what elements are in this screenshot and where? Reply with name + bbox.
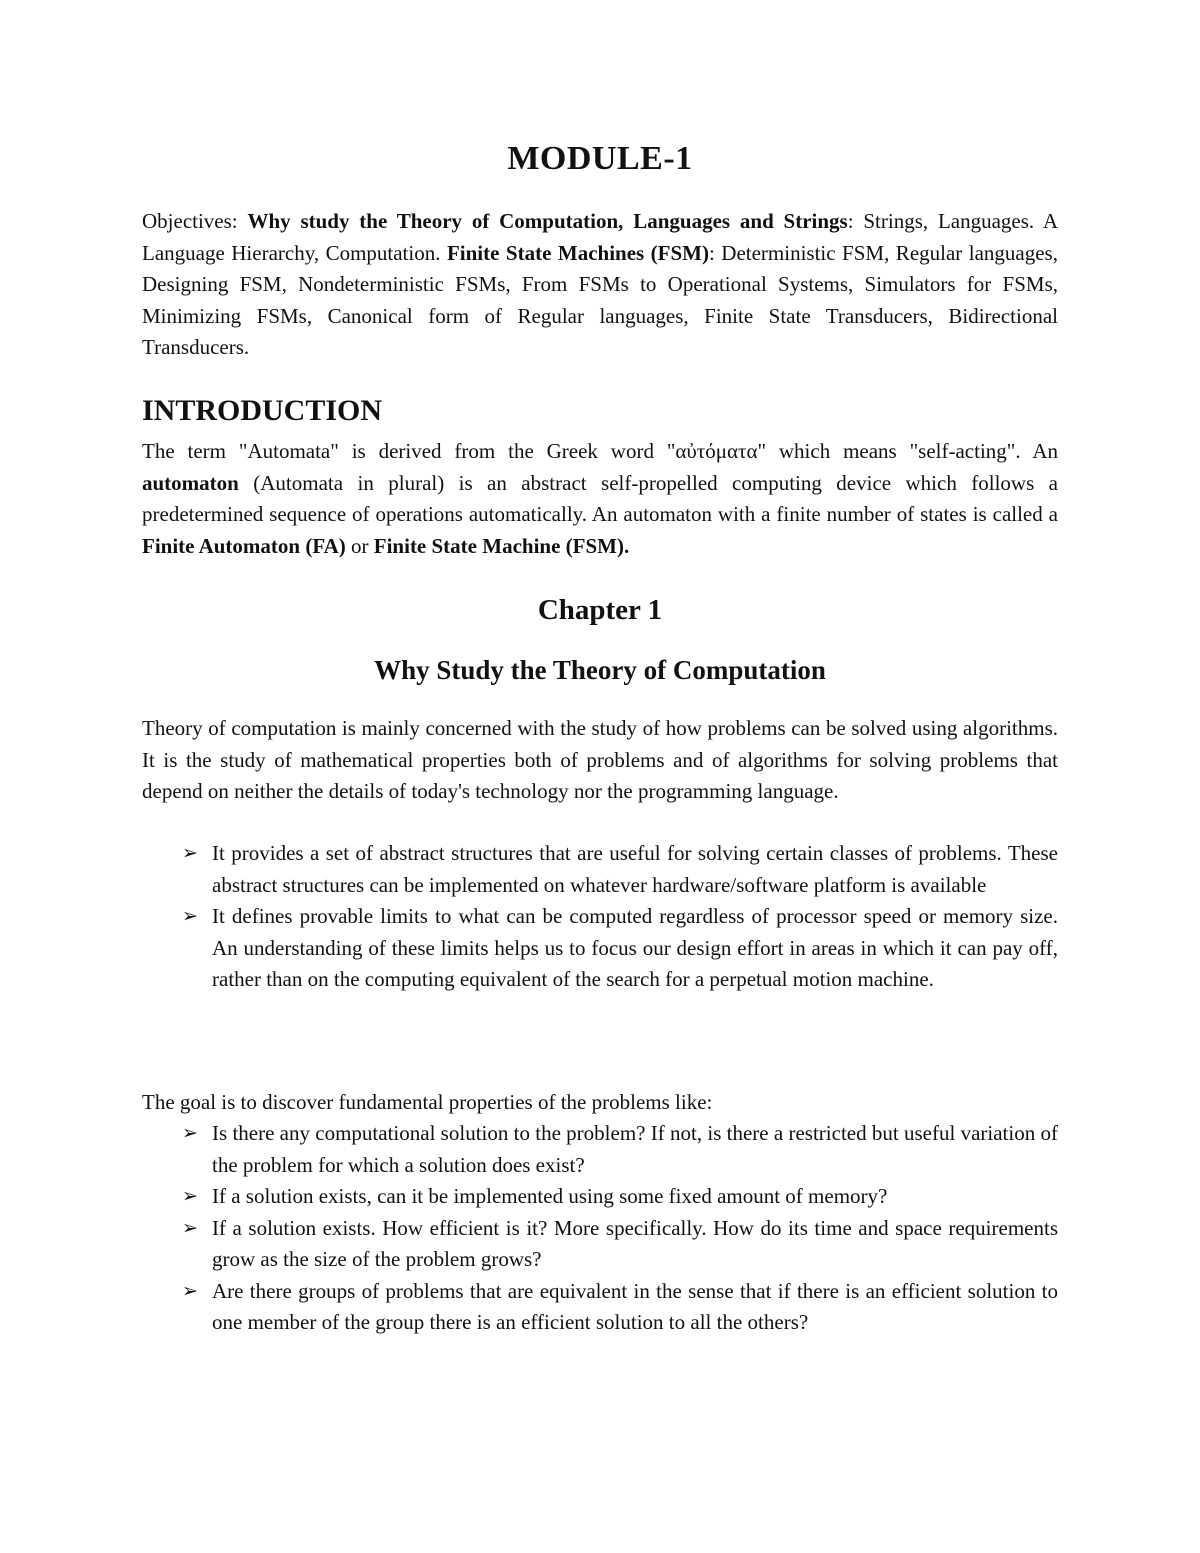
objectives-paragraph: [142, 206, 1058, 364]
intro-fa-term: Finite Automaton (FA): [142, 533, 346, 558]
arrowhead-bullet-icon: ➢: [182, 1216, 198, 1239]
list-item: [142, 1213, 1058, 1276]
arrowhead-bullet-icon: ➢: [182, 905, 198, 927]
list-item-text: Is there any computational solution to the problem? If not, is there a restricted but useful variation of the problem for which a solution does exist?: [212, 1121, 1058, 1177]
intro-fsm-term: Finite State Machine (FSM).: [373, 533, 630, 558]
list-item: [142, 1181, 1058, 1213]
bullet-list-benefits: [142, 838, 1058, 996]
arrowhead-bullet-icon: ➢: [182, 1185, 198, 1207]
list-item-text: If a solution exists, can it be implemented using some fixed amount of memory?: [212, 1184, 888, 1208]
intro-automaton-term: automaton: [142, 470, 239, 495]
module-title: MODULE-1: [507, 140, 693, 177]
intro-text-1: The term "Automata" is derived from the Greek word "αὐτόματα" which means "self-acting". An: [142, 439, 1058, 463]
introduction-paragraph: [142, 436, 1058, 562]
objectives-label: Objectives:: [142, 209, 248, 233]
list-item: [142, 901, 1058, 996]
chapter-title: Chapter 1: [537, 594, 663, 626]
intro-text-2: (Automata in plural) is an abstract self-propelled computing device which follows a predetermined sequence of operations automatically. An automaton with a finite number of states is called a: [142, 470, 1058, 526]
objectives-topic2: Finite State Machines (FSM): [446, 240, 709, 265]
list-item-text: Are there groups of problems that are equivalent in the sense that if there is an efficient solution to one member of the group there is an efficient solution to all the others?: [212, 1278, 1058, 1334]
list-item: [142, 838, 1058, 901]
objectives-topic2-details: : Deterministic FSM, Regular languages, Designing FSM, Nondeterministic FSMs, From FSMs to Operational Systems, Simulators for FSMs, Minimizing FSMs, Canonical form of Regular languages, Finite State Transducers, Bidirectional Transducers.: [142, 240, 1058, 359]
objectives-topic1-details: : Strings, Languages. A Language Hierarchy, Computation.: [142, 209, 1058, 265]
list-item-text: It provides a set of abstract structures that are useful for solving certain classes of problems. These abstract structures can be implemented on whatever hardware/software platform is available: [212, 841, 1058, 897]
list-item-text: If a solution exists. How efficient is it? More specifically. How do its time and space requirements grow as the size of the problem grows?: [212, 1215, 1058, 1271]
theory-paragraph: Theory of computation is mainly concerned with the study of how problems can be solved using algorithms. It is the study of mathematical properties both of problems and of algorithms for solving problems that depend on neither the details of today's technology nor the programming language.: [142, 716, 1058, 803]
bullet-list-questions: [142, 1118, 1058, 1339]
intro-text-3: or: [345, 533, 374, 558]
chapter-subtitle: Why Study the Theory of Computation: [374, 655, 826, 685]
arrowhead-bullet-icon: ➢: [182, 1122, 198, 1144]
arrowhead-bullet-icon: ➢: [182, 842, 198, 864]
objectives-topic1: Why study the Theory of Computation, Languages and Strings: [247, 209, 848, 233]
arrowhead-bullet-icon: ➢: [182, 1279, 198, 1302]
list-item: [142, 1276, 1058, 1339]
list-item-text: It defines provable limits to what can be computed regardless of processor speed or memory size. An understanding of these limits helps us to focus our design effort in areas in which it can pay off, rather than on the computing equivalent of the search for a perpetual motion machine.: [212, 904, 1058, 991]
goal-paragraph: The goal is to discover fundamental properties of the problems like:: [142, 1090, 713, 1114]
list-item: [142, 1118, 1058, 1181]
introduction-heading: INTRODUCTION: [142, 394, 383, 427]
